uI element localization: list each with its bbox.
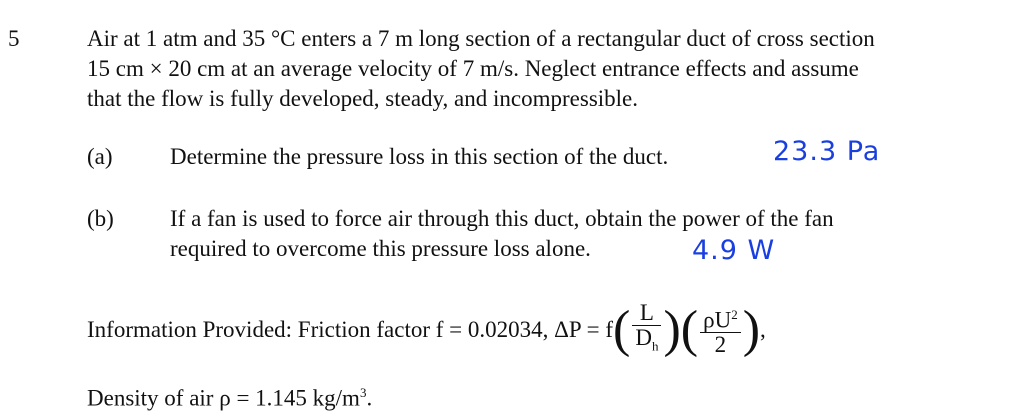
density-text: Density of air ρ = 1.145 kg/m (87, 385, 360, 411)
part-b-line-1: If a fan is used to force air through this duct, obtain the power of the fan (170, 206, 834, 231)
fraction-1-numerator: L (632, 301, 661, 326)
info-formula-line (87, 300, 766, 360)
left-paren: ( (613, 301, 631, 358)
dynamic-pressure-fraction (700, 303, 741, 358)
part-a-text: Determine the pressure loss in this section of the duct. (170, 144, 669, 169)
fraction-1-denominator: $D_h$ (635, 325, 659, 354)
problem-line-2: 15 cm × 20 cm at an average velocity of 7 m/s. Neglect entrance effects and assume (87, 56, 859, 81)
fraction-2-numerator: $\rho U^2$ (700, 303, 741, 334)
part-a-label: (a) (87, 144, 113, 169)
problem-line-3: that the flow is fully developed, steady, and incompressible. (87, 86, 639, 111)
right-paren: ) (663, 301, 681, 358)
density-line (87, 378, 372, 414)
info-prefix: Information Provided: Friction factor f = 0.02034, ΔP = f (87, 317, 613, 342)
right-paren: ) (742, 301, 761, 358)
info-suffix: , (760, 317, 766, 342)
part-b-answer: 4.9 W (692, 235, 776, 266)
problem-line-1: Air at 1 atm and 35 °C enters a 7 m long section of a rectangular duct of cross section (87, 26, 875, 51)
length-over-diameter-fraction (632, 301, 661, 359)
problem-number: 5 (8, 26, 20, 51)
density-period: . (366, 385, 373, 411)
part-b-label: (b) (87, 206, 114, 231)
density-exponent: 3 (359, 385, 367, 400)
left-paren: ( (680, 301, 699, 358)
part-a-answer: 23.3 Pa (773, 136, 881, 167)
part-b-line-2: required to overcome this pressure loss alone. (170, 236, 591, 261)
fraction-2-denominator: 2 (714, 332, 727, 358)
